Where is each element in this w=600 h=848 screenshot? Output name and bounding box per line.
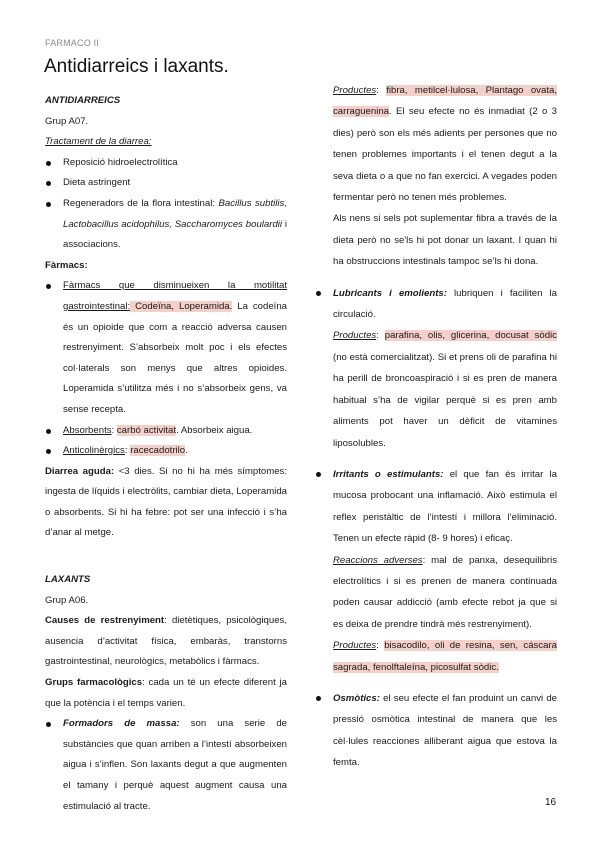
- item-text: . Absorbeix aigua.: [176, 424, 253, 436]
- item-text: i associacions.: [63, 218, 287, 251]
- list-item-continuation: [315, 80, 557, 273]
- item-label: Anticolinèrgics: [63, 445, 125, 457]
- item-label: Fàrmacs que disminueixen la motilitat gastrointestinal:: [63, 280, 287, 312]
- list-item: [45, 441, 287, 462]
- bullet-icon: [46, 161, 51, 166]
- highlighted-drugs: carbó activitat: [116, 424, 177, 436]
- antidiarreics-heading: ANTIDIARREICS: [45, 95, 121, 106]
- list-item: [45, 276, 287, 420]
- laxants-list: [45, 714, 287, 817]
- paragraph-label: Diarrea aguda:: [45, 465, 115, 477]
- antidiarreics-group: Grup A07.: [45, 115, 89, 127]
- item-text: . El seu efecte no és inmadiat (2 o 3 dies) però son els més adients per persones que no tenen problemes importants i el tenen degut a la seva dieta o a que no fan exercici. A vegades poden fermentar però no tenen més problemes.: [333, 106, 557, 204]
- item-text: Reposició hidroelectrolítica: [63, 156, 178, 168]
- bullet-icon: [316, 472, 321, 477]
- paragraph-label: Grups farmacològics: [45, 677, 143, 689]
- paragraph-text: : cada un té un efecte diferent ja que la potència i el temps varien.: [45, 677, 287, 709]
- item-text: lubriquen i faciliten la circulació.: [333, 287, 557, 321]
- bullet-icon: [46, 722, 51, 727]
- right-column: [315, 80, 557, 774]
- item-label: Irritants o estimulants:: [333, 468, 444, 480]
- list-item: [45, 153, 287, 174]
- list-item: [45, 194, 287, 256]
- item-text: son una serie de substàncies que quan arriben a l’intestí absorbeixen aigua i s’inflen. Son laxants degut a que augmenten el tamany i perquè aquest augment causa una estimulació al tracte.: [63, 718, 287, 812]
- paragraph-label: Causes de restrenyiment: [45, 615, 165, 627]
- productes-label: Productes: [333, 330, 377, 342]
- item-label: Osmòtics:: [333, 692, 380, 704]
- item-label: Absorbents: [63, 424, 112, 436]
- separator: :: [111, 424, 117, 436]
- list-item: [315, 283, 557, 454]
- tractament-list: [45, 153, 287, 256]
- item-text: Regeneradors de la flora intestinal:: [63, 197, 219, 209]
- separator: :: [124, 445, 131, 457]
- item-text: La codeïna és un opioide que com a reacció adversa causen restrenyiment. S’absorbeix molt poc i els efectes col·laterals son menys que altres opioides. Loperamida s’utilitza més i no s’absorbeix gens, va sense recepta.: [63, 300, 287, 415]
- bullet-icon: [46, 429, 51, 434]
- separator: :: [376, 640, 385, 652]
- list-item: [45, 714, 287, 817]
- highlighted-drugs: racecadotrilo: [130, 445, 186, 457]
- diarrea-aguda-paragraph: [45, 462, 287, 544]
- farmacs-label: Fàrmacs:: [45, 259, 88, 271]
- item-text: Als nens si sels pot suplementar fibra a través de la dieta però no se'ls hi pot donar un laxant. I quan hi ha obstruccions intestinals tampoc se’ls hi dona.: [333, 213, 557, 268]
- item-text: el seu efecte el fan produint un canvi de pressió osmòtica intestinal de manera que les cèl·lules reacciones alliberant aigua que estova la femta.: [333, 692, 557, 769]
- bullet-icon: [46, 181, 51, 186]
- causes-paragraph: [45, 611, 287, 673]
- left-column: [45, 91, 287, 817]
- item-text: .: [185, 445, 188, 457]
- paragraph-text: <3 dies. Si no hi ha més símptomes: ingesta de líquids i electròlits, cambiar dieta, Loperamida o absorbents. Si hi ha febre: pot ser una infecció i s’ha d’anar al metge.: [45, 465, 287, 539]
- item-label: Lubricants i emolients:: [333, 287, 447, 299]
- bullet-icon: [46, 202, 51, 207]
- highlighted-drugs: fibra, metilcel·lulosa, Plantago ovata, carraguenina: [333, 85, 557, 118]
- bullet-icon: [46, 449, 51, 454]
- farmacs-list: [45, 276, 287, 461]
- list-item: [315, 688, 557, 774]
- productes-label: Productes: [333, 640, 377, 652]
- item-text: Dieta astringent: [63, 177, 131, 189]
- page-number: 16: [545, 797, 557, 808]
- spacer: [315, 678, 557, 688]
- grups-paragraph: [45, 673, 287, 714]
- spacer: [315, 273, 557, 283]
- page-title: Antidiarreics i laxants.: [44, 56, 229, 77]
- highlighted-drugs: parafina, olis, glicerina, docusat sòdic: [384, 330, 557, 342]
- laxants-heading: LAXANTS: [45, 574, 91, 586]
- list-item: [45, 421, 287, 442]
- list-item: [45, 173, 287, 194]
- reaccions-label: Reaccions adverses: [333, 554, 423, 566]
- tractament-label: Tractament de la diarrea:: [45, 136, 152, 148]
- running-header: FARMACO II: [45, 38, 100, 48]
- paragraph-text: : dietètiques, psicològiques, ausencia d’activitat física, embaràs, transtorns gastrointestinal, neurològics, metabòlics i fàrmacs.: [45, 615, 287, 668]
- bullet-icon: [316, 696, 321, 701]
- separator: :: [376, 330, 385, 342]
- item-label: Formadors de massa:: [63, 718, 180, 730]
- bullet-icon: [46, 284, 51, 289]
- species-names: Bacillus subtilis, Lactobacillus acidophilus, Saccharomyces boulardii: [63, 197, 287, 230]
- item-text: (no està comercialitzat). Si et prens oli de parafina hi ha perill de broncoaspiració i si es pren de manera habitual s’ha de vigilar perquè si es pren amb aliments pot haver un dèficit de vitamines liposolubles.: [333, 351, 557, 449]
- item-text: el que fan és irritar la mucosa probocant una inflamació. Això estimula el reflex peristàltic de l’intestí i millora l’eliminació. Tenen un efecte ràpid (8- 9 hores) i eficaç.: [333, 468, 557, 545]
- highlighted-drugs: bisacodilo, oli de resina, sen, cáscara sagrada, fenolftaleína, picosulfat sòdic.: [333, 640, 557, 673]
- laxants-list-continued: [315, 80, 557, 774]
- laxants-group: Grup A06.: [45, 594, 89, 606]
- spacer: [315, 454, 557, 464]
- list-item: [315, 464, 557, 678]
- productes-label: Productes: [333, 85, 377, 96]
- item-text: : mal de panxa, desequilibris electrolítics i si es prenen de manera continuada poden causar addicció (amb efecte rebot ja que si es deixa de prendre tindrà més restrenyiment).: [333, 554, 557, 630]
- highlighted-drugs: Codeïna, Loperamida.: [130, 300, 233, 312]
- bullet-icon: [316, 291, 321, 296]
- separator: :: [376, 85, 387, 96]
